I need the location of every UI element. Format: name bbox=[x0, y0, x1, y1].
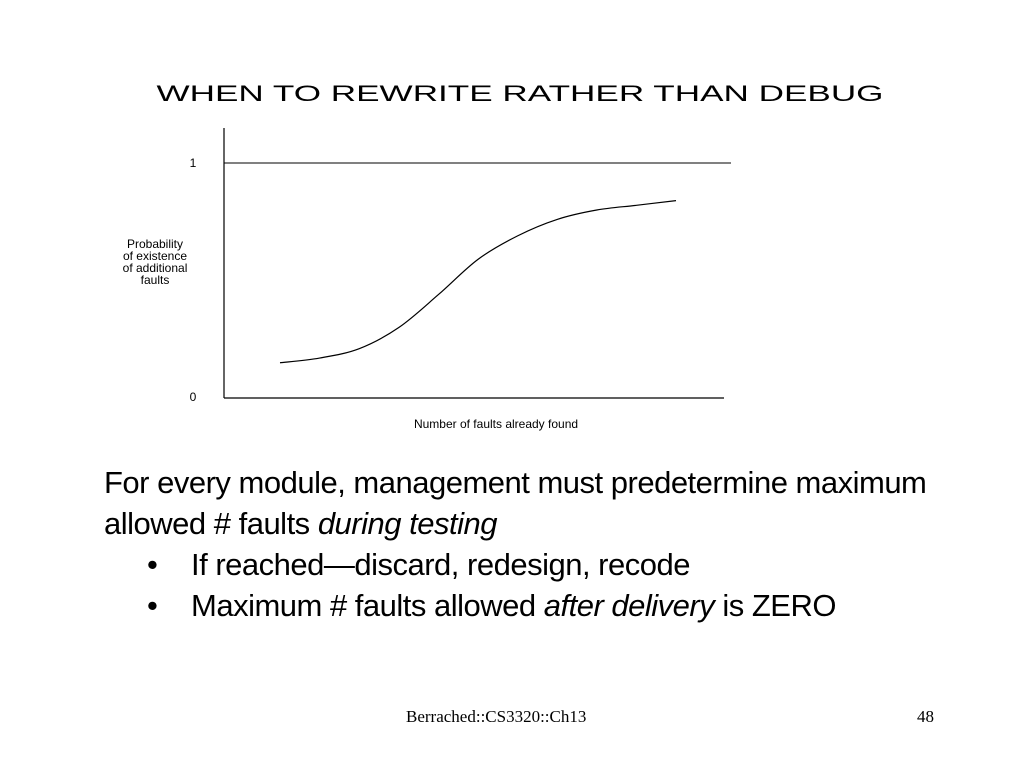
slide-body bbox=[104, 462, 927, 626]
body-line-2-emphasis: during testing bbox=[317, 506, 497, 541]
bullet-item-2-text: Maximum # faults allowed bbox=[191, 588, 544, 623]
body-line-2 bbox=[104, 503, 924, 544]
footer-course-label: Berrached::CS3320::Ch13 bbox=[406, 707, 587, 726]
series-line bbox=[280, 201, 676, 363]
body-line-2-text: allowed # faults bbox=[104, 506, 318, 541]
y-tick-label-0: 0 bbox=[189, 390, 197, 404]
bullet-marker: • bbox=[147, 547, 158, 582]
bullet-item-1 bbox=[104, 544, 924, 585]
y-axis-label-line-3: of additional bbox=[122, 261, 188, 275]
bullet-marker: • bbox=[147, 588, 158, 623]
bullet-item-2-emphasis: after delivery bbox=[543, 588, 715, 623]
body-line-1: For every module, management must predetermine maximum bbox=[104, 465, 927, 500]
y-axis-label-line-4: faults bbox=[140, 273, 170, 287]
y-axis-label-line-1: Probability bbox=[126, 237, 184, 251]
y-axis-label-line-2: of existence bbox=[122, 249, 188, 263]
bullet-item-1-text: If reached—discard, redesign, recode bbox=[191, 547, 690, 582]
bullet-item-2-suffix: is ZERO bbox=[714, 588, 836, 623]
footer-page-number: 48 bbox=[917, 707, 934, 726]
y-tick-label-1: 1 bbox=[189, 156, 197, 170]
bullet-item-2 bbox=[104, 585, 924, 626]
x-axis-label: Number of faults already found bbox=[413, 417, 579, 431]
chart-title: WHEN TO REWRITE RATHER THAN DEBUG bbox=[156, 81, 884, 106]
